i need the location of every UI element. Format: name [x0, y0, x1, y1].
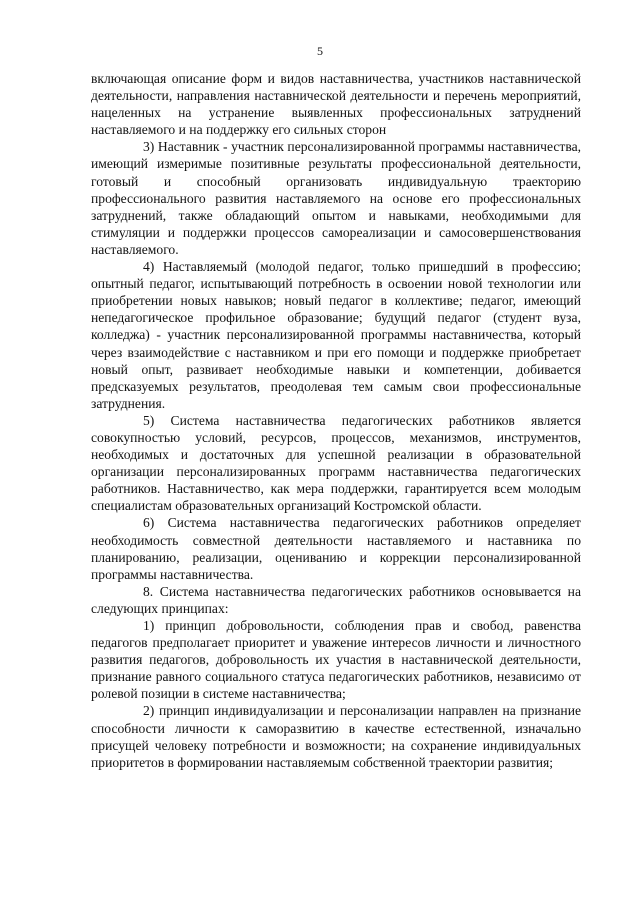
paragraph-6-joint-activity: 6) Система наставничества педагогических работников определяет необходимость совместной деятельности наставляемого и наставника по планированию, реализации, оцениванию и коррекции персонализированной программы наставничества. — [91, 515, 581, 582]
principle-1-voluntariness: 1) принцип добровольности, соблюдения прав и свобод, равенства педагогов предполагает приоритет и уважение интересов личности и личностного развития педагогов, добровольность их участия в наставнической деятельности, признание равного социального статуса педагогических работников, независимо от ролевой позиции в системе наставничества; — [91, 618, 581, 702]
principle-2-individualization: 2) принцип индивидуализации и персонализации направлен на признание способности личности к саморазвитию в качестве естественной, изначально присущей человеку потребности и возможности; на сохранение индивидуальных приоритетов в формировании наставляемым собственной траектории развития; — [91, 703, 581, 770]
paragraph-continuation: включающая описание форм и видов наставничества, участников наставнической деятельности, направления наставнической деятельности и перечень мероприятий, нацеленных на устранение выявленных профессиональных затруднений наставляемого и на поддержку его сильных сторон — [91, 71, 581, 138]
document-body — [91, 70, 581, 771]
paragraph-5-system: 5) Система наставничества педагогических работников является совокупностью условий, ресурсов, процессов, механизмов, инструментов, необходимых и достаточных для успешной реализации в образовательной организации персонализированных программ наставничества педагогических работников. Наставничество, как мера поддержки, гарантируется всем молодым специалистам образовательных организаций Костромской области. — [91, 412, 581, 514]
paragraph-3-mentor: 3) Наставник - участник персонализированной программы наставничества, имеющий измеримые позитивные результаты профессиональной деятельности, готовый и способный организовать индивидуальную траекторию профессионального развития наставляемого на основе его профессиональных затруднений, также обладающий опытом и навыками, необходимыми для стимуляции и поддержки процессов самореализации и самосовершенствования наставляемого. — [91, 139, 581, 257]
paragraph-4-mentee: 4) Наставляемый (молодой педагог, только пришедший в профессию; опытный педагог, испытывающий потребность в освоении новой технологии или приобретении новых навыков; новый педагог в коллективе; педагог, имеющий непедагогическое профильное образование; будущий педагог (студент вуза, колледжа) - участник персонализированной программы наставничества, который через взаимодействие с наставником и при его помощи и поддержке приобретает новый опыт, развивает необходимые навыки и компетенции, добивается предсказуемых результатов, преодолевая тем самым свои профессиональные затруднения. — [91, 259, 581, 411]
page-number: 5 — [317, 44, 323, 58]
paragraph-8-principles: 8. Система наставничества педагогических работников основывается на следующих принципах: — [91, 583, 581, 616]
